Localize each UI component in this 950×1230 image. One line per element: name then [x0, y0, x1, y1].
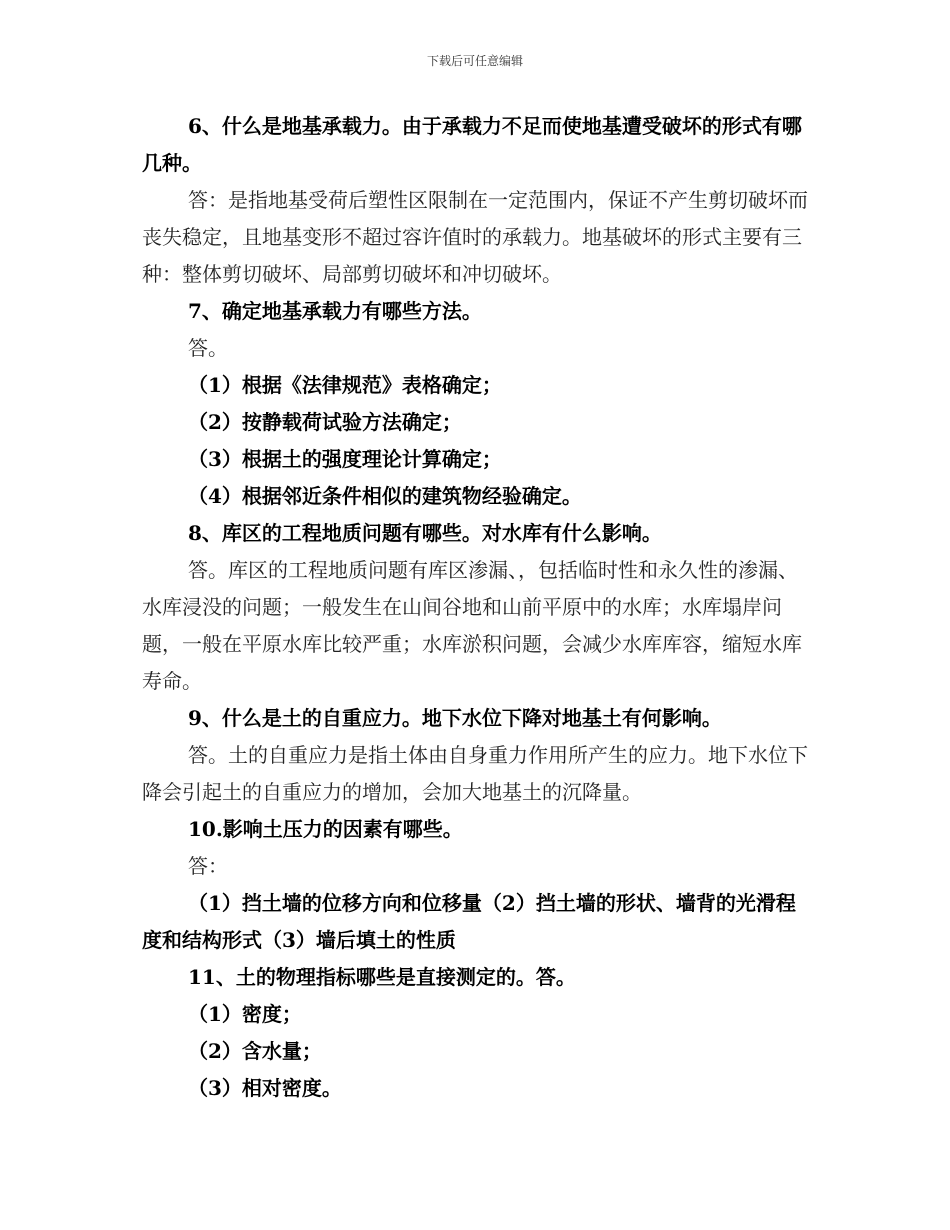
answer-11-item-2: （2）含水量； [188, 1039, 322, 1063]
document-body [142, 108, 810, 1107]
answer-6: 答：是指地基受荷后塑性区限制在一定范围内，保证不产生剪切破坏而丧失稳定，且地基变形不超过容许值时的承载力。地基破坏的形式主要有三种：整体剪切破坏、局部剪切破坏和冲切破坏。 [142, 188, 808, 286]
question-6: 6、什么是地基承载力。由于承载力不足而使地基遭受破坏的形式有哪几种。 [142, 114, 802, 175]
page-header: 下载后可任意编辑 [426, 54, 523, 68]
question-10: 10.影响土压力的因素有哪些。 [188, 817, 463, 841]
answer-10-body: （1）挡土墙的位移方向和位移量（2）挡土墙的形状、墙背的光滑程度和结构形式（3）墙后填土的性质 [142, 891, 796, 952]
question-11: 11、土的物理指标哪些是直接测定的。答。 [188, 965, 576, 989]
answer-7-item-2: （2）按静载荷试验方法确定； [188, 410, 462, 434]
answer-9: 答。土的自重应力是指土体由自身重力作用所产生的应力。地下水位下降会引起土的自重应力的增加，会加大地基土的沉降量。 [142, 743, 808, 804]
question-9: 9、什么是土的自重应力。地下水位下降对地基土有何影响。 [188, 706, 722, 730]
answer-8: 答。库区的工程地质问题有库区渗漏、，包括临时性和永久性的渗漏、水库浸没的问题；一般发生在山间谷地和山前平原中的水库；水库塌岸问题，一般在平原水库比较严重；水库淤积问题，会减少水库库容，缩短水库寿命。 [142, 558, 802, 693]
answer-7-item-1: （1）根据《法律规范》表格确定； [188, 373, 502, 397]
question-8: 8、库区的工程地质问题有哪些。对水库有什么影响。 [188, 521, 662, 545]
answer-7-item-3: （3）根据土的强度理论计算确定； [188, 447, 502, 471]
answer-7-label: 答。 [188, 336, 228, 360]
answer-11-item-1: （1）密度； [188, 1002, 302, 1026]
answer-7-item-4: （4）根据邻近条件相似的建筑物经验确定。 [188, 484, 582, 508]
answer-11-item-3: （3）相对密度。 [188, 1076, 342, 1100]
answer-10-label: 答： [188, 854, 228, 878]
question-7: 7、确定地基承载力有哪些方法。 [188, 299, 482, 323]
